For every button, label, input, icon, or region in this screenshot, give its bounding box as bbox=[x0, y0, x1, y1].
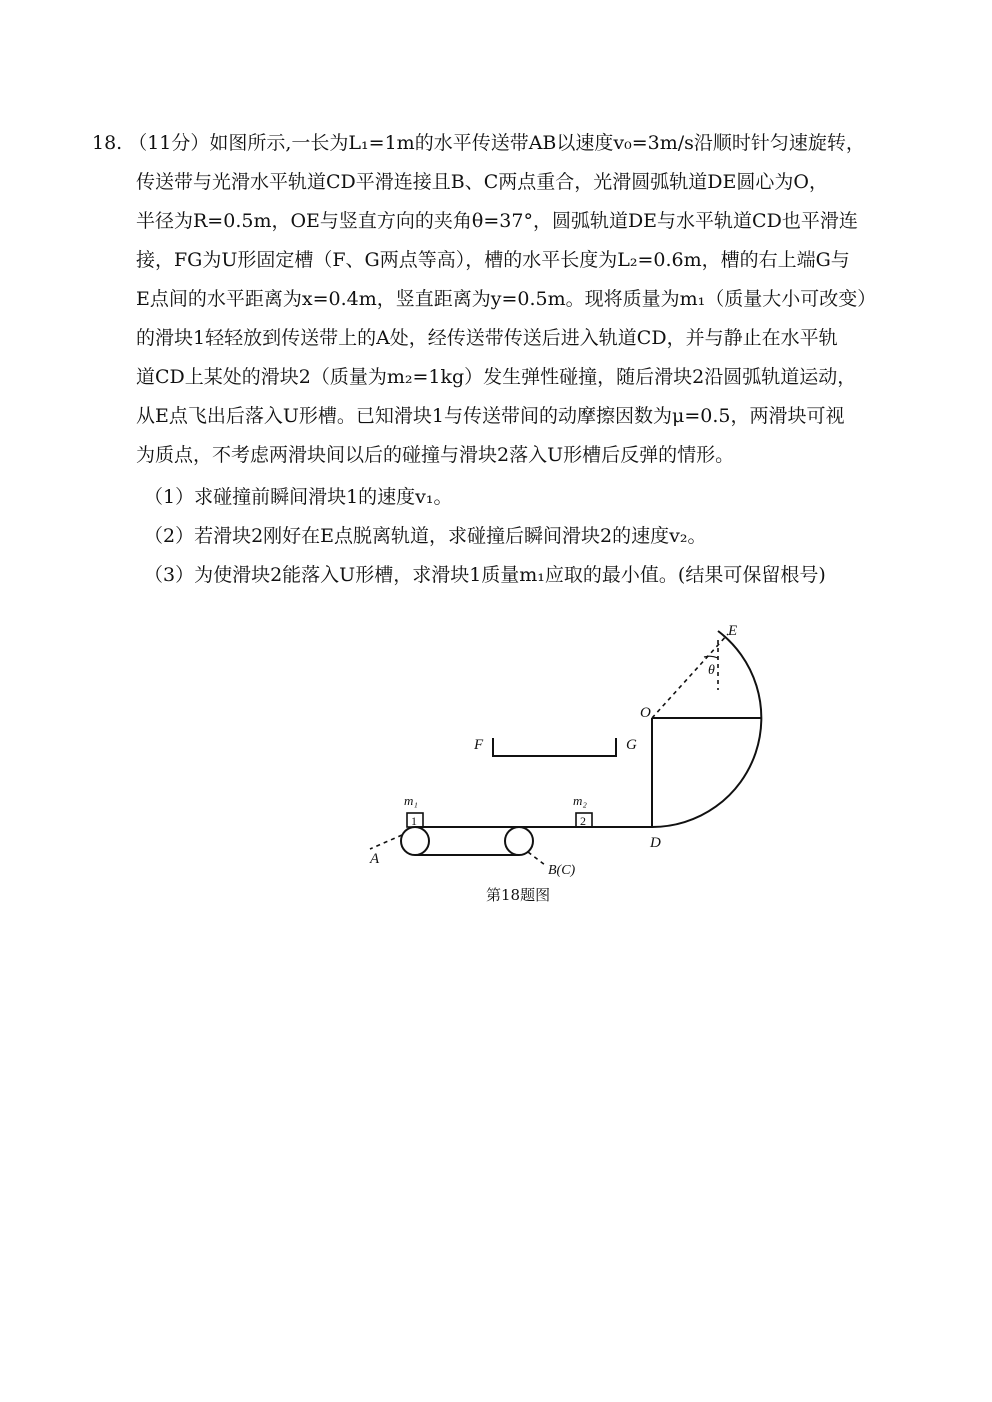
problem-line-7: 从E点飞出后落入U形槽。已知滑块1与传送带间的动摩擦因数为μ=0.5，两滑块可视 bbox=[136, 405, 845, 427]
problem-text-0: （11分）如图所示,一长为L₁=1m的水平传送带AB以速度v₀=3m/s沿顺时针匀速旋转， bbox=[128, 132, 865, 154]
label-a: A bbox=[370, 851, 380, 867]
diagram-figure bbox=[360, 612, 790, 882]
problem-line-2: 半径为R=0.5m，OE与竖直方向的夹角θ=37°，圆弧轨道DE与水平轨道CD也平滑连 bbox=[136, 210, 858, 232]
label-e: E bbox=[728, 623, 738, 639]
u-groove-fg bbox=[493, 738, 616, 756]
problem-line-5: 的滑块1轻轻放到传送带上的A处，经传送带传送后进入轨道CD，并与静止在水平轨 bbox=[136, 327, 838, 349]
figure-caption: 第18题图 bbox=[486, 886, 551, 904]
problem-number: 18. bbox=[92, 132, 123, 154]
problem-line-3: 接，FG为U形固定槽（F、G两点等高），槽的水平长度为L₂=0.6m，槽的右上端G与 bbox=[136, 249, 850, 271]
label-g: G bbox=[626, 737, 637, 753]
problem-line-4: E点间的水平距离为x=0.4m，竖直距离为y=0.5m。现将质量为m₁（质量大小可改变） bbox=[136, 288, 877, 310]
label-f: F bbox=[474, 737, 484, 753]
a-pointer-dashed bbox=[370, 835, 402, 849]
block-2-label: 2 bbox=[580, 814, 586, 828]
label-d: D bbox=[650, 835, 661, 851]
question-3: （3）为使滑块2能落入U形槽，求滑块1质量m₁应取的最小值。(结果可保留根号) bbox=[144, 564, 826, 586]
problem-line-6: 道CD上某处的滑块2（质量为m₂=1kg）发生弹性碰撞，随后滑块2沿圆弧轨道运动， bbox=[136, 366, 857, 388]
label-theta: θ bbox=[708, 663, 715, 678]
label-m2: m₂ bbox=[573, 793, 587, 808]
label-m1: m₁ bbox=[404, 793, 418, 808]
pulley-a bbox=[401, 827, 429, 855]
bc-pointer-dashed bbox=[528, 852, 545, 865]
radius-oe-dashed bbox=[652, 634, 728, 718]
problem-line-8: 为质点，不考虑两滑块间以后的碰撞与滑块2落入U形槽后反弹的情形。 bbox=[136, 444, 735, 466]
pulley-b bbox=[505, 827, 533, 855]
arc-de bbox=[652, 631, 761, 827]
block-1-label: 1 bbox=[411, 814, 417, 828]
label-o: O bbox=[640, 705, 651, 721]
label-bc: B(C) bbox=[548, 863, 576, 878]
question-1: （1）求碰撞前瞬间滑块1的速度v₁。 bbox=[144, 486, 453, 508]
problem-line-0 bbox=[92, 128, 865, 155]
question-2: （2）若滑块2刚好在E点脱离轨道，求碰撞后瞬间滑块2的速度v₂。 bbox=[144, 525, 707, 547]
problem-line-1: 传送带与光滑水平轨道CD平滑连接且B、C两点重合，光滑圆弧轨道DE圆心为O， bbox=[136, 171, 828, 193]
